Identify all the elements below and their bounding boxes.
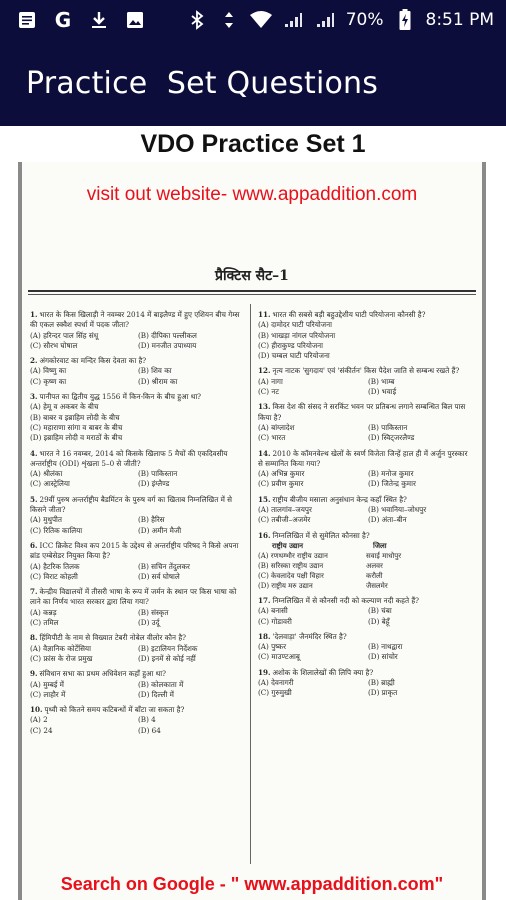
questions-right-column (258, 310, 474, 704)
question-body: पानीपत का द्वितीय युद्ध 1556 में किन-किन के बीच हुआ था? (39, 392, 202, 402)
answer-option: (C) गुरुमुखी (258, 688, 292, 698)
question-text (30, 541, 242, 562)
question-item (30, 495, 242, 536)
question-body: निम्नलिखित में से कौनसी नदी को कल्याण नदी कहते हैं? (272, 595, 420, 605)
answer-options (258, 505, 474, 526)
battery-percent: 70% (345, 10, 384, 30)
match-column-label: राष्ट्रीय उद्यान (272, 540, 304, 550)
question-text (30, 705, 242, 715)
answer-option: (C) माउण्टआबू (258, 652, 300, 662)
match-table-row (258, 551, 474, 561)
question-number: 11. (258, 310, 271, 319)
question-number: 1. (30, 310, 38, 319)
question-item (258, 366, 474, 397)
match-cell: सवाई माधोपुर (366, 551, 402, 560)
answer-option: (A) बांग्लादेश (258, 422, 295, 432)
answer-option: (D) इनमें से कोई नहीं (138, 653, 196, 663)
answer-option: (C) रितिक कालिया (30, 525, 83, 535)
answer-option: (A) नागा (258, 376, 283, 386)
question-number: 4. (30, 448, 38, 458)
answer-option: (B) 4 (138, 715, 156, 725)
question-text (30, 587, 242, 608)
answer-option: (C) फ्रांस के रोज प्रमुख (30, 653, 93, 663)
answer-option: (A) विष्णु का (30, 366, 67, 376)
answer-option: (B) इटालियन निर्देशक (138, 643, 198, 653)
question-item (258, 495, 474, 526)
answer-options (258, 320, 474, 361)
question-body: अशोक के शिलालेखों की लिपि क्या है? (272, 667, 374, 677)
answer-option: (A) बनासी (258, 606, 288, 616)
answer-options (258, 642, 474, 663)
question-number: 9. (30, 669, 38, 679)
answer-option: (D) अंता–बीन (368, 515, 407, 525)
question-body: 29वीं पुरुष अन्तर्राष्ट्रीय बैडमिंटन के पुरुष वर्ग का खिताब निम्नलिखित में से किसने जीता? (30, 494, 233, 515)
question-body: पृथ्वी को कितने समय कटिबन्धों में बाँटा जा सकता है? (44, 705, 185, 715)
question-sheet[interactable] (22, 162, 482, 900)
answer-option: (B) शिव का (138, 366, 172, 376)
answer-option: (A) कन्नड़ (30, 607, 57, 617)
answer-option: (D) इब्राहिम लोदी व मराठों के बीच (30, 433, 123, 443)
answer-option: (A) देवनागरी (258, 678, 294, 688)
question-text (30, 633, 242, 643)
answer-option: (B) संस्कृत (138, 607, 169, 617)
answer-option: (A) हैटरिक तिलक (30, 561, 80, 571)
answer-options (30, 469, 242, 490)
answer-option: (A) मुम्बई में (30, 679, 64, 689)
question-number: 6. (30, 540, 38, 550)
answer-options (30, 715, 242, 736)
question-body: नृत्य नाटक 'सुगदाय' एवं 'संकीर्तन' किस पैदेश जाति से सम्बन्ध रखते हैं? (272, 366, 460, 376)
answer-option: (B) कोलकाता में (138, 679, 184, 689)
question-number: 19. (258, 667, 271, 677)
website-promo: visit out website- www.appaddition.com (86, 184, 418, 205)
answer-options (30, 366, 242, 387)
question-item (30, 669, 242, 700)
answer-option: (C) कृष्ण का (30, 376, 67, 386)
question-text (30, 356, 242, 366)
answer-option: (C) हीराकुण्ड परियोजना (258, 340, 324, 350)
match-cell: जैसलमेर (366, 581, 388, 590)
answer-options (30, 562, 242, 583)
match-column-label: जिला (373, 540, 387, 550)
question-body: हिंमिपीटी के नाम से विख्यात टेबरी नोबेल वीलोर कौन है? (39, 633, 186, 643)
answer-option: (B) भाम्ब (368, 376, 395, 386)
match-cell: (B) सरिस्का राष्ट्रीय उद्यान (258, 561, 324, 570)
question-body: भारत की सबसे बड़ी बहुउद्देशीय घाटी परियोजना कौनसी है? (272, 310, 426, 319)
clock: 8:51 PM (425, 10, 494, 30)
answer-options (258, 606, 474, 627)
question-text (258, 366, 474, 376)
answer-option: (D) सर्व घोषाले (138, 571, 180, 581)
question-number: 2. (30, 356, 38, 366)
question-item (30, 356, 242, 387)
answer-option: (C) 24 (30, 725, 53, 735)
questions-left-column (30, 310, 242, 741)
answer-option: (C) महाराणा सांगा व बाबर के बीच (30, 422, 123, 432)
match-table-header (258, 541, 474, 551)
answer-option: (A) 2 (30, 715, 48, 725)
question-body: 2010 के कॉमनवेल्थ खेलों के स्वर्ण विजेता जिन्हें हाल ही में अर्जुन पुरस्कार से सम्मानित किया गया? (258, 448, 468, 468)
question-number: 7. (30, 587, 38, 597)
question-item (258, 449, 474, 490)
question-item (30, 705, 242, 736)
question-text (258, 632, 474, 642)
app-bar (0, 40, 506, 126)
set-title: VDO Practice Set 1 (140, 129, 366, 158)
answer-option: (D) स्विट्जरलैण्ड (368, 433, 415, 443)
question-text (258, 668, 474, 678)
notification-icons (0, 9, 146, 31)
google-icon: G (54, 8, 72, 32)
heading-divider (28, 294, 476, 295)
answer-options (30, 402, 242, 443)
data-arrows-icon (218, 9, 240, 31)
answer-option: (B) चंबा (368, 606, 392, 616)
match-cell: (C) केवलादेव पक्षी विहार (258, 571, 324, 580)
sheet-heading: प्रैक्टिस सैट–1 (215, 268, 289, 284)
question-number: 12. (258, 366, 271, 376)
question-body: 'देलवाड़ा' जैनमंदिर स्थित है? (272, 631, 347, 641)
match-table-row (258, 581, 474, 591)
question-body: भारत ने 16 नवम्बर, 2014 को किसके खिलाफ 5 मैचों की एकदिवसीय अन्तर्राष्ट्रीय (ODI) शृंखला 5–0 से जीती? (30, 448, 228, 468)
answer-option: (D) 64 (138, 725, 161, 735)
question-item (30, 633, 242, 664)
answer-option: (A) वैज्ञानिक कोर्टेसिया (30, 643, 91, 653)
question-text (30, 449, 242, 470)
question-sheet-frame[interactable] (18, 162, 486, 900)
answer-options (30, 515, 242, 536)
question-number: 18. (258, 631, 271, 641)
answer-options (258, 377, 474, 398)
answer-option: (C) लाहौर में (30, 689, 66, 699)
question-text (258, 596, 474, 606)
question-number: 17. (258, 595, 271, 605)
answer-options (30, 680, 242, 701)
question-number: 13. (258, 402, 271, 412)
answer-option: (A) पुष्कर (258, 642, 287, 652)
answer-option: (C) गोडावरी (258, 616, 292, 626)
signal-icon-2 (314, 9, 336, 31)
image-icon (124, 9, 146, 31)
answer-options (258, 469, 474, 490)
answer-option: (D) चम्बल घाटी परियोजना (258, 351, 330, 361)
notes-icon (16, 9, 38, 31)
answer-options (30, 331, 242, 352)
answer-option: (C) सौरभ घोषाल (30, 340, 78, 350)
answer-option: (D) उर्दू (138, 618, 160, 628)
match-table-row (258, 561, 474, 571)
answer-option: (D) श्रीराम का (138, 376, 178, 386)
question-body: संविधान सभा का प्रथम अधिवेशन कहाँ हुआ था? (39, 669, 166, 679)
answer-option: (B) पाकिस्तान (138, 469, 178, 479)
system-icons (186, 9, 506, 31)
heading-divider (28, 290, 476, 292)
answer-option: (C) भारत (258, 433, 286, 443)
answer-option: (B) सचिन तेंदुलकर (138, 561, 190, 571)
answer-options (30, 644, 242, 665)
answer-option: (B) भवानिया–जोधपुर (368, 505, 427, 515)
answer-option: (A) दामोदर घाटी परियोजना (258, 320, 332, 330)
question-body: निम्नलिखित में से सुमेलित कौनसा है? (272, 530, 370, 540)
match-table (258, 541, 474, 591)
question-item (30, 449, 242, 490)
answer-option: (D) बेहूँ (368, 616, 390, 626)
answer-option: (B) पाकिस्तान (368, 422, 408, 432)
question-text (30, 310, 242, 331)
question-text (30, 392, 242, 402)
answer-option: (D) दिल्ली में (138, 689, 174, 699)
question-text (30, 669, 242, 679)
answer-option: (A) श्रीलंका (30, 469, 63, 479)
answer-option: (A) हेमू व अकबर के बीच (30, 402, 99, 412)
match-table-row (258, 571, 474, 581)
answer-option: (D) मनजीत उपाध्याय (138, 340, 197, 350)
match-cell: करौली (366, 571, 383, 580)
question-body: भारत के किस खिलाड़ी ने नवम्बर 2014 में बाइलैण्ड में हुए एशियन बीच गेम्स की एकल स्क्वैश स्पर्धा में पदक जीता? (30, 310, 240, 330)
question-body: राष्ट्रीय बीजीय मसाला अनुसंधान केन्द्र कहाँ स्थित है? (272, 494, 407, 504)
answer-option: (A) मुथुपीत (30, 515, 63, 525)
question-body: किस देश की संसद ने सरकिंट भवन पर प्रतिबन्ध लगाने सम्बन्धित बिल पास किया है? (258, 402, 466, 422)
app-title: Practice Set Questions (26, 65, 379, 101)
question-text (258, 531, 474, 541)
question-item (258, 531, 474, 591)
answer-option: (B) दीपिका पल्लीकल (138, 330, 197, 340)
answer-option: (C) आस्ट्रेलिया (30, 479, 70, 489)
question-body: अंगकोरवाट का मन्दिर किस देवता का है? (39, 356, 147, 366)
battery-charging-icon (394, 9, 416, 31)
answer-option: (C) विराट कोहली (30, 571, 78, 581)
question-text (258, 402, 474, 423)
answer-option: (D) इंग्लैण्ड (138, 479, 170, 489)
answer-option: (D) अमीन मैजी (138, 525, 182, 535)
answer-option: (B) मनोज कुमार (368, 469, 414, 479)
answer-option: (A) अभिन्न कुमार (258, 469, 305, 479)
question-body: केन्द्रीय विद्यालयों में तीसरी भाषा के रूप में जर्मन के स्थान पर किस भाषा को लाने का निर्णय भारत सरकार द्वारा लिया गया? (30, 587, 237, 607)
match-cell: (D) राष्ट्रीय मरु उद्यान (258, 581, 313, 590)
question-number: 14. (258, 448, 271, 458)
question-item (30, 587, 242, 628)
download-icon (88, 9, 110, 31)
match-cell: अलवर (366, 561, 383, 570)
answer-options (30, 608, 242, 629)
status-bar (0, 0, 506, 40)
answer-option: (B) ब्राह्मी (368, 678, 395, 688)
bluetooth-icon (186, 9, 208, 31)
answer-option: (C) तबीजी–अजमेर (258, 515, 311, 525)
column-divider (250, 304, 251, 864)
answer-options (258, 423, 474, 444)
answer-option: (D) सांचोर (368, 652, 398, 662)
question-item (30, 541, 242, 582)
question-item (258, 402, 474, 443)
wifi-icon (250, 9, 272, 31)
question-number: 16. (258, 530, 271, 540)
match-cell: (A) रणथम्भौर राष्ट्रीय उद्यान (258, 551, 328, 560)
question-text (258, 495, 474, 505)
answer-option: (B) नाथद्वारा (368, 642, 403, 652)
answer-options (258, 678, 474, 699)
answer-option: (A) तालगांव–जयपुर (258, 505, 312, 515)
question-number: 15. (258, 494, 271, 504)
answer-option: (A) हरिन्दर पाल सिंह संधू (30, 330, 99, 340)
answer-option: (D) प्राकृत (368, 688, 398, 698)
question-number: 8. (30, 633, 38, 643)
question-item (30, 392, 242, 443)
answer-option: (B) हैरिस (138, 515, 165, 525)
question-text (30, 495, 242, 516)
search-promo: Search on Google - " www.appaddition.com" (60, 874, 444, 894)
question-number: 3. (30, 392, 38, 402)
answer-option: (D) जितेन्द्र कुमार (368, 479, 416, 489)
answer-option: (C) प्रवीण कुमार (258, 479, 304, 489)
question-item (258, 596, 474, 627)
answer-option: (B) बाबर व इब्राहिम लोदी के बीच (30, 412, 120, 422)
question-text (258, 310, 474, 320)
signal-icon-1 (282, 9, 304, 31)
answer-option: (C) तमिल (30, 618, 59, 628)
answer-option: (D) भवाई (368, 387, 397, 397)
question-item (258, 310, 474, 361)
answer-option: (C) नट (258, 387, 280, 397)
question-text (258, 449, 474, 470)
question-item (258, 632, 474, 663)
question-number: 5. (30, 494, 38, 504)
question-body: ICC क्रिकेट विश्व कप 2015 के उद्देश्य से अन्तर्राष्ट्रीय परिषद ने किसे अपना ब्रांड एम्बेसेडर नियुक्त किया है? (30, 540, 239, 561)
answer-option: (B) भाखड़ा नांगल परियोजना (258, 330, 336, 340)
question-item (30, 310, 242, 351)
question-number: 10. (30, 705, 43, 715)
question-item (258, 668, 474, 699)
